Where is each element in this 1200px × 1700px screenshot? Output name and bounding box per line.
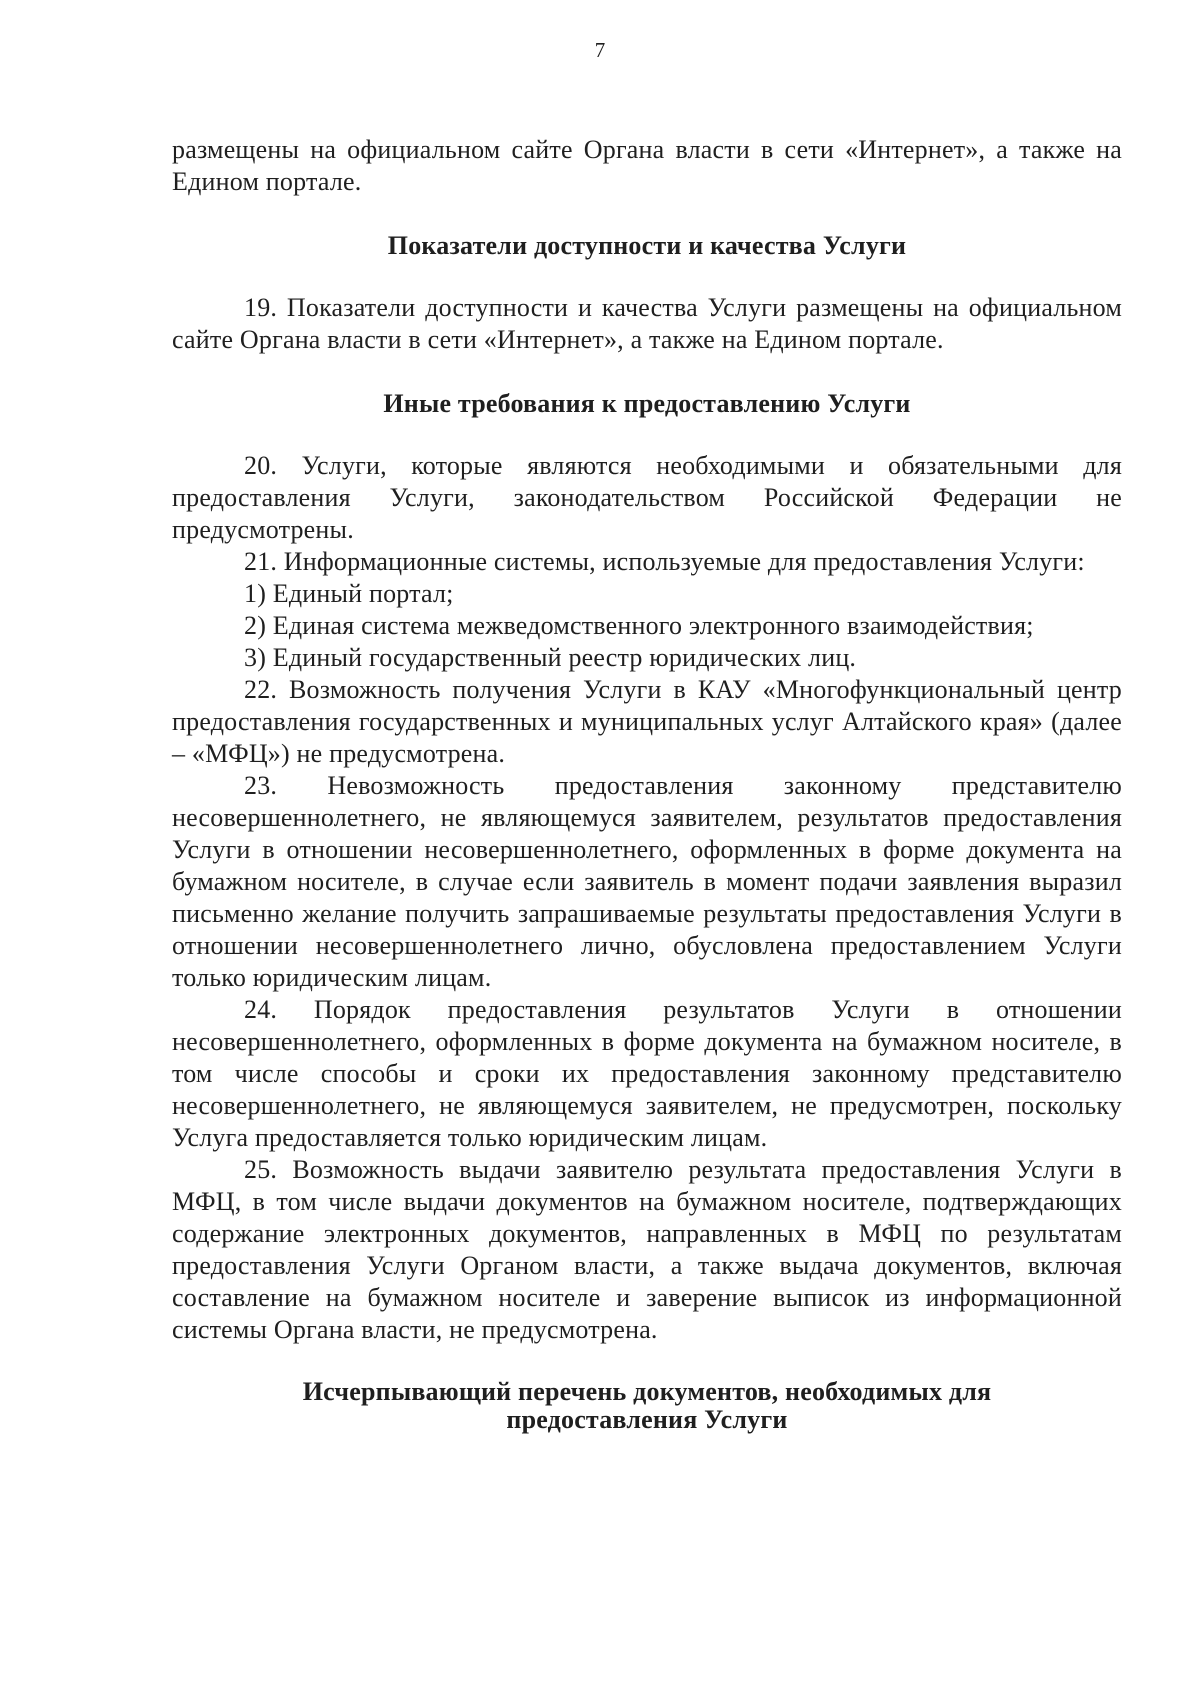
paragraph-23: 23. Невозможность предоставления законному представителю несовершеннолетнего, не являющемуся заявителем, результатов предоставления Услуги в отношении несовершеннолетнего, оформленных в форме документа на бумажном носителе, в случае если заявитель в момент подачи заявления выразил письменно желание получить запрашиваемые результаты предоставления Услуги в отношении несовершеннолетнего лично, обусловлена предоставлением Услуги только юридическим лицам. (172, 771, 1122, 992)
section-heading-documents-line2: предоставления Услуги (506, 1405, 788, 1434)
list-item: 1) Единый портал; (244, 579, 454, 608)
page-number: 7 (594, 38, 606, 62)
paragraph-19: 19. Показатели доступности и качества Услуги размещены на официальном сайте Органа власти в сети «Интернет», а также на Едином портале. (172, 293, 1122, 354)
paragraph-24: 24. Порядок предоставления результатов Услуги в отношении несовершеннолетнего, оформленных в форме документа на бумажном носителе, в том числе способы и сроки их предоставления законному представителю несовершеннолетнего, не являющемуся заявителем, не предусмотрен, поскольку Услуга предоставляется только юридическим лицам. (172, 995, 1122, 1152)
section-heading-documents-line1: Исчерпывающий перечень документов, необходимых для (302, 1377, 992, 1406)
list-item: 3) Единый государственный реестр юридических лиц. (244, 643, 857, 672)
paragraph-20: 20. Услуги, которые являются необходимыми и обязательными для предоставления Услуги, законодательством Российской Федерации не предусмотрены. (172, 451, 1122, 544)
paragraph-21: 21. Информационные системы, используемые для предоставления Услуги: (244, 547, 1085, 576)
paragraph-22: 22. Возможность получения Услуги в КАУ «Многофункциональный центр предоставления государственных и муниципальных услуг Алтайского края» (далее – «МФЦ») не предусмотрена. (172, 675, 1122, 768)
section-heading-accessibility: Показатели доступности и качества Услуги (387, 231, 907, 260)
section-heading-other-requirements: Иные требования к предоставлению Услуги (383, 389, 911, 418)
document-body (172, 134, 1122, 1434)
section-heading-documents (172, 1378, 1122, 1434)
paragraph-25: 25. Возможность выдачи заявителю результата предоставления Услуги в МФЦ, в том числе выдачи документов на бумажном носителе, подтверждающих содержание электронных документов, направленных в МФЦ по результатам предоставления Услуги Органом власти, а также выдача документов, включая составление на бумажном носителе и заверение выписок из информационной системы Органа власти, не предусмотрена. (172, 1155, 1122, 1344)
list-item: 2) Единая система межведомственного электронного взаимодействия; (244, 611, 1034, 640)
intro-paragraph: размещены на официальном сайте Органа власти в сети «Интернет», а также на Едином портале. (172, 135, 1122, 196)
